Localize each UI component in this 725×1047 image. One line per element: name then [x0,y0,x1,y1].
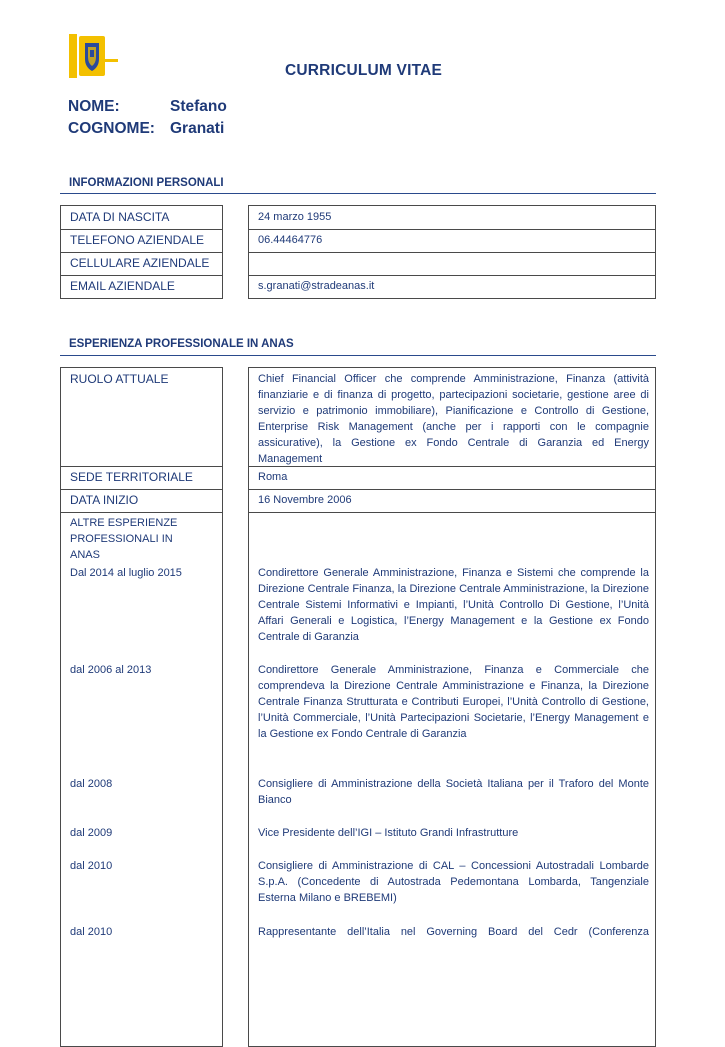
experience-values-box [248,367,656,1047]
other-experience-label: ALTRE ESPERIENZE PROFESSIONALI IN ANAS [70,517,178,561]
surname-value: Granati [170,120,225,137]
experience-period: Dal 2014 al luglio 2015 [70,567,182,579]
section-divider [60,355,656,356]
name-value: Stefano [170,98,227,115]
experience-period: dal 2010 [70,860,113,872]
phone-value: 06.44464776 [258,234,323,246]
surname-label: COGNOME: [68,120,155,137]
experience-description: Vice Presidente dell’IGI – Istituto Grandi Infrastrutture [258,827,519,839]
experience-description: Condirettore Generale Amministrazione, Finanza e Sistemi che comprende la Direzione Centrale Finanza, la Direzione Centrale Amministrazione, la Direzione Centrale Sistemi Informativi e Impianti, l’Unità Controllo Di Gestione, l’Unità Affari Generali e Logistica, l’Energy Management e la Gestione ex Fondo Centrale di Garanzia [258,567,649,643]
experience-heading: ESPERIENZA PROFESSIONALE IN ANAS [69,338,294,350]
site-label: SEDE TERRITORIALE [70,470,193,484]
section-divider [60,193,656,194]
experience-description: Consigliere di Amministrazione di CAL – Concessioni Autostradali Lombarde S.p.A. (Concedente di Autostrada Pedemontana Lombarda, Tangenziale Esterna Milano e BREBEMI) [258,860,649,904]
start-date-label: DATA INIZIO [70,493,139,507]
experience-description: Condirettore Generale Amministrazione, Finanza e Commerciale che comprendeva la Direzione Centrale Amministrazione e Finanza, la Direzione Centrale Finanza Strutturata e Contributi Europei, l’Unità Controllo di Gestione, l’Unità Commerciale, l’Unità Partecipazioni Societarie, l’Energy Management e la Gestione ex Fondo Centrale di Garanzia [258,664,649,740]
experience-description: Rappresentante dell’Italia nel Governing Board del Cedr (Conferenza [258,926,649,938]
role-description: Chief Financial Officer che comprende Amministrazione, Finanza (attività finanziarie e di finanza di progetto, partecipazioni societarie, gestione aree di servizio e patrimonio immobiliare), Pianificazione e Controllo di Gestione, Enterprise Risk Management (anche per i rapporti con le compagnie assicurative), la Gestione ex Fondo Centrale di Garanzia ed Energy Management [258,373,649,465]
experience-labels-box [60,367,223,1047]
phone-label: TELEFONO AZIENDALE [70,233,205,247]
experience-period: dal 2008 [70,778,113,790]
role-label: RUOLO ATTUALE [70,372,169,386]
anas-logo [68,33,120,79]
email-label: EMAIL AZIENDALE [70,279,175,293]
birth-date-value: 24 marzo 1955 [258,211,332,223]
personal-info-heading: INFORMAZIONI PERSONALI [69,177,224,189]
mobile-label: CELLULARE AZIENDALE [70,256,210,270]
name-label: NOME: [68,98,120,115]
personal-labels-box [60,205,223,299]
experience-period: dal 2010 [70,926,113,938]
experience-description: Consigliere di Amministrazione della Società Italiana per il Traforo del Monte Bianco [258,778,649,806]
personal-values-box [248,205,656,299]
document-title: CURRICULUM VITAE [285,62,443,79]
birth-date-label: DATA DI NASCITA [70,210,170,224]
experience-period: dal 2006 al 2013 [70,664,152,676]
start-date-value: 16 Novembre 2006 [258,494,352,506]
experience-period: dal 2009 [70,827,113,839]
email-value: s.granati@stradeanas.it [258,280,375,292]
site-value: Roma [258,471,288,483]
